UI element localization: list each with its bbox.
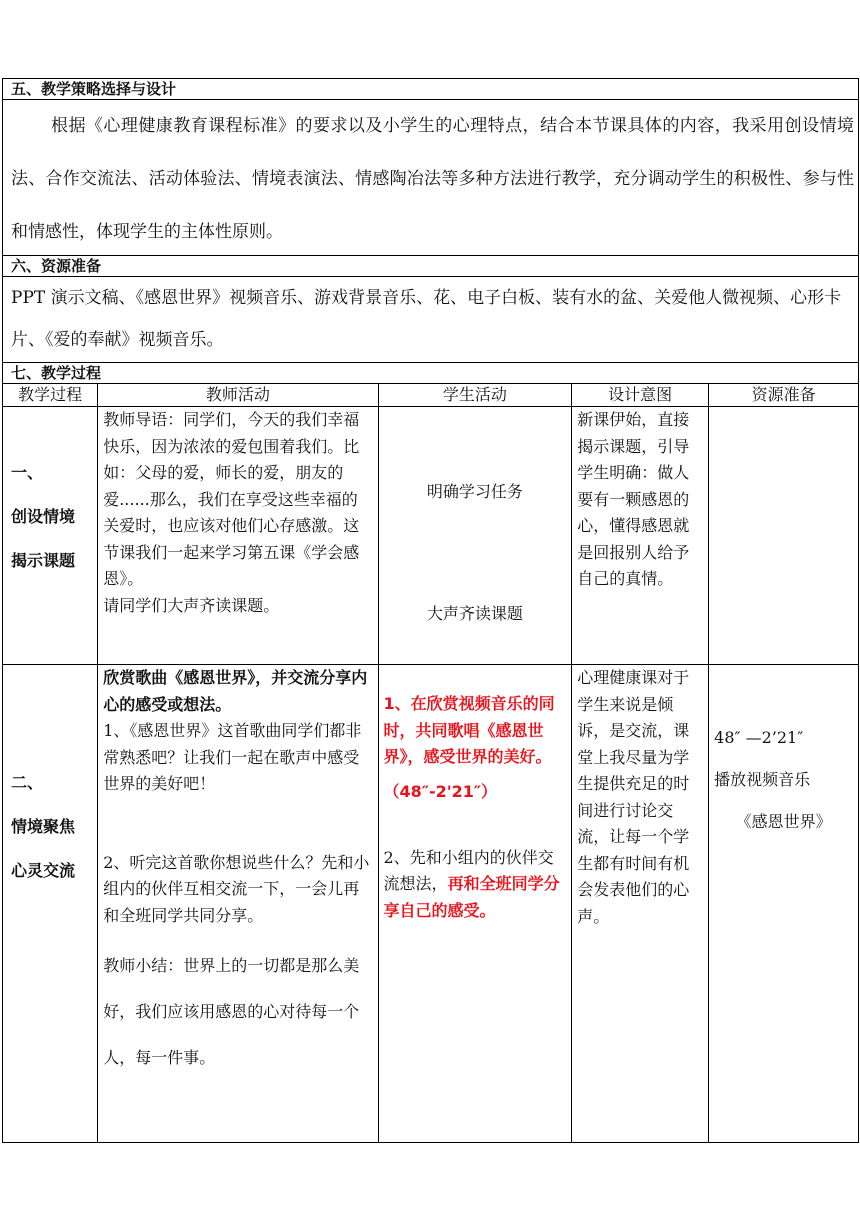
table-row — [3, 665, 859, 1143]
header-student: 学生活动 — [378, 384, 572, 407]
header-intent: 设计意图 — [572, 384, 709, 407]
design-intent-text: 新课伊始，直接揭示课题，引导学生明确：做人要有一颗感恩的心，懂得感恩就是回报别人给予自己的真情。 — [577, 410, 690, 588]
table-row — [3, 407, 859, 665]
student-activity-cell — [378, 665, 572, 1143]
teacher-step1-text: 1、《感恩世界》这首歌曲同学们都非常熟悉吧？让我们一起在歌声中感受世界的美好吧！ — [103, 721, 362, 793]
header-resource: 资源准备 — [709, 384, 859, 407]
teacher-step2-text: 2、听完这首歌你想说些什么？先和小组内的伙伴互相交流一下，一会儿再和全班同学共同分享。 — [103, 852, 370, 925]
student-task-text: 明确学习任务 — [426, 482, 523, 501]
student-share-plain: 2、先和小组内的伙伴交流想法， — [383, 847, 554, 893]
teacher-activity-heading: 欣赏歌曲《感恩世界》，并交流分享内心的感受或想法。 — [103, 668, 368, 714]
stage-number: 一、 — [11, 463, 44, 482]
resource-play-video: 播放视频音乐 — [714, 770, 811, 789]
student-sing-text: 1、在欣赏视频音乐的同时，共同歌唱《感恩世界》，感受世界的美好。 — [383, 694, 555, 766]
header-process: 教学过程 — [3, 384, 98, 407]
stage-title-line2: 揭示课题 — [11, 551, 76, 570]
teacher-activity-cell — [98, 407, 378, 665]
table-header-row — [3, 384, 859, 407]
design-intent-text: 心理健康课对于学生来说是倾诉，是交流，课堂上我尽量为学生提供充足的时间进行讨论交流，让每一个学生都有时间有机会发表他们的心声。 — [577, 668, 690, 926]
resource-song-title: 《感恩世界》 — [735, 812, 832, 831]
section5-body: 根据《心理健康教育课程标准》的要求以及小学生的心理特点，结合本节课具体的内容，我采用创设情境法、合作交流法、活动体验法、情境表演法、情感陶冶法等多种方法进行教学，充分调动学生的积极性、参与性和情感性，体现学生的主体性原则。 — [2, 99, 859, 255]
student-activity-cell — [378, 407, 572, 665]
stage-number: 二、 — [11, 773, 44, 792]
video-time-text: （48″-2'21″） — [383, 781, 498, 801]
section6-title: 六、资源准备 — [2, 255, 859, 276]
student-share-text — [384, 845, 567, 925]
teacher-activity-cell — [98, 665, 378, 1143]
resource-cell — [709, 665, 859, 1143]
teacher-instruction-text: 请同学们大声齐读课题。 — [103, 595, 280, 615]
student-read-text: 大声齐读课题 — [426, 604, 523, 623]
stage-title-line2: 心灵交流 — [11, 861, 76, 880]
header-teacher: 教师活动 — [98, 384, 378, 407]
teaching-process-table — [2, 383, 859, 1143]
stage-title-line1: 创设情境 — [11, 507, 76, 526]
video-time-range: 48″ —2’21″ — [714, 728, 804, 747]
lesson-plan-document — [2, 78, 859, 1143]
section5-title: 五、教学策略选择与设计 — [2, 78, 859, 99]
resource-cell — [709, 407, 859, 665]
stage-title-line1: 情境聚焦 — [11, 817, 76, 836]
section6-body: PPT 演示文稿、《感恩世界》视频音乐、游戏背景音乐、花、电子白板、装有水的盆、关爱他人微视频、心形卡片、《爱的奉献》视频音乐。 — [2, 276, 859, 362]
design-intent-cell — [572, 665, 709, 1143]
teacher-intro-text: 教师导语：同学们，今天的我们幸福快乐，因为浓浓的爱包围着我们。比如：父母的爱，师长的爱，朋友的爱......那么，我们在享受这些幸福的关爱时，也应该对他们心存感激。这节课我们一起来学习第五课《学会感恩》。 — [103, 410, 360, 588]
teacher-summary-text: 教师小结：世界上的一切都是那么美好，我们应该用感恩的心对待每一个人，每一件事。 — [103, 956, 360, 1067]
section7-title: 七、教学过程 — [2, 362, 859, 383]
stage-cell — [3, 665, 98, 1143]
design-intent-cell — [572, 407, 709, 665]
student-share-red: 再和全班同学分享自己的感受。 — [383, 874, 560, 920]
stage-cell — [3, 407, 98, 665]
